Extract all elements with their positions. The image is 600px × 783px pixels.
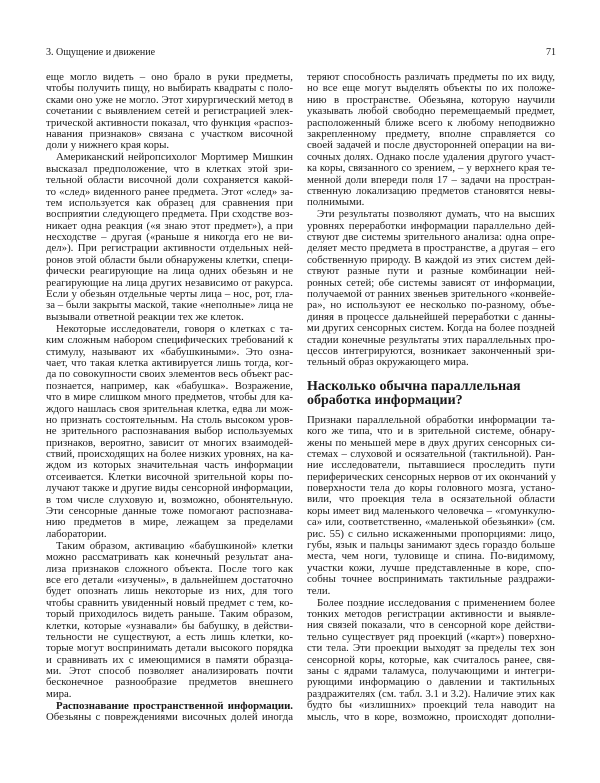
text-line: расположенный ближе всего к любому неподвижно [307,116,555,129]
text-line: ронов этой области были обнаружены клетки, специ- [46,253,293,266]
text-line: цессов интегрируются, возникает законченный зри- [307,344,555,357]
text-line: менной доли впереди поля 17 – задачи на простран- [307,173,555,186]
text-line: ронных сетей; обе системы зависят от информации, [307,276,555,289]
text-line: не зрительного распознавания выбор используемых [46,425,293,438]
text-line: реагирующие на лица других независимо от ракурса. [46,276,293,289]
text-line: рующими информацию о давлении и тактильных [307,676,555,689]
text-line: чтобы сравнить увиденный новый предмет с тем, ко- [46,596,293,609]
text-line: Эти результаты позволяют думать, что на высших [317,208,555,221]
text-line: стемах – слуховой и осязательной (тактильной). Ран- [307,447,555,460]
text-line: собственную природу. В каждой из этих систем дей- [307,253,555,266]
text-line: торый приходилось видеть раньше. Таким образом, [46,608,293,621]
text-line: навания признаков» связана с участком височной [46,127,293,140]
text-line: сками оно уже не могло. Этот хирургический метод в [46,93,293,106]
text-line: ра», но используют ее несколько по-разному, объе- [307,299,555,312]
text-line: Если у обезьян отдельные черты лица – нос, рот, гла- [46,288,293,301]
text-line: доли у нижнего края коры. [46,139,170,152]
text-line: поверхности тела до коры головного мозга, устано- [307,482,555,495]
run-in-subheading: Распознавание пространственной информации. [56,699,293,712]
text-line: нию предметов в мире, лежащем за пределами [46,516,293,529]
text-line: са» или, соответственно, «маленькой обезьянки» (см. [307,516,555,529]
text-line: коры имеет вид маленького человечка – «гомункулю- [307,504,555,517]
text-line: все его детали «изучены», в дальнейшем достаточно [46,573,293,586]
text-line: ми. Этот способ позволяет анализировать почти [46,665,293,678]
text-line: сти тела. Эти проекции выходят за пределы тех зон [307,642,555,655]
text-line: мира. [46,687,72,700]
text-line: заны с ядрами таламуса, получающими и интегри- [307,664,555,677]
right-text-column [307,72,555,723]
paragraph [307,598,555,723]
text-line: Таким образом, активацию «бабушкиной» клетки [56,539,293,552]
text-line: познается, например, как «бабушка». Возражение, [46,379,293,392]
text-line: но все еще могут выделять объекты по их положе- [307,82,555,95]
text-line: получаемой от ранних звеньев зрительного «конвейе- [307,288,555,301]
text-line: несходстве – другая («раньше я никогда его не ви- [46,231,293,244]
page-number: 71 [546,47,556,58]
text-line: ствий, происходящих на более низких уровнях, на ка- [46,448,294,461]
text-line: ждого нашлась своя зрительная клетка, едва ли мож- [46,402,293,415]
text-line: ствуют две системы зрительного анализа: одна опре- [307,231,555,244]
text-line: ми других сенсорных систем. Когда на более поздней [307,322,555,335]
running-head-section-title: 3. Ощущение и движение [46,47,156,58]
text-line: вили, что проекция тела в осязательной области [307,493,555,506]
paragraph [46,152,293,323]
text-line: сенсорной коры, которые, как считалось ранее, свя- [307,653,555,666]
text-line: за – были закрыты маской, такие «неполные» лица не [46,299,294,312]
text-line: признаков, вероятно, зависит от многих взаимодей- [46,436,293,449]
paragraph [46,701,293,724]
text-line: собны точнее воспринимать тактильные раздражи- [307,573,555,586]
text-line: Признаки параллельной обработки информации та- [307,413,555,426]
text-line: тели. [307,584,331,597]
text-line: клетки, которые «узнавали» бы бабушку, в действи- [46,619,293,632]
text-line: лиза признаков сложного объекта. После того как [46,562,293,575]
text-line: сочных долях. Однако после удаления другого участ- [307,150,555,163]
text-line: стадии конечные результаты этих параллельных про- [307,333,555,346]
text-line: и сравнивать их с имеющимися в памяти образца- [46,653,293,666]
text-line: лаборатории. [46,527,107,540]
text-line: ким сложным набором специфических требований к [46,334,293,347]
text-line: тельно существует ряд проекций («карт») поверхно- [307,630,555,643]
paragraph [46,324,293,540]
text-line: отсеивается. Клетки височной зрительной коры по- [46,470,293,483]
text-line: кого же типа, что и в зрительной системе, обнару- [307,425,555,438]
text-line: теряют способность различать предметы по их виду, [307,71,555,83]
paragraph [307,72,555,209]
text-line: тельности не существуют, а есть лишь клетки, ко- [46,630,293,643]
text-line: ка коры, связанного со зрением, – у верхнего края те- [307,162,555,175]
text-line: торые могут воспринимать детали высокого порядка [46,642,293,655]
text-line: фически реагирующие на лица одних обезьян и не [46,265,293,278]
text-line: уровнях переработки информации параллельно дей- [307,219,555,232]
paragraph [307,209,555,368]
text-line: тельный образ окружающего мира. [307,356,469,369]
text-line: тонких методов регистрации активности и выявле- [307,607,555,620]
text-line: что в мире слишком много предметов, чтобы для ка- [46,391,293,404]
text-line: высказал предположение, что в клетках этой зри- [46,162,293,175]
text-line: участки кожи, лучше представленные в коре, спо- [307,561,555,574]
text-line: Эти сенсорные данные тоже помогают распознава- [46,505,293,518]
paragraph [46,541,293,700]
text-line: ствуют разные пути и разные комбинации ней- [307,265,555,278]
text-line: раздражителях (см. табл. 3.1 и 3.2). Наличие этих как [307,687,555,700]
text-line: в том числе слуховую и, возможно, обонятельную. [46,493,293,506]
text-line: места, чем ноги, туловище и спина. По-видимому, [307,550,555,563]
heading-line: обработка информации? [307,393,463,409]
text-line: полнимыми. [307,196,365,209]
text-line: чтобы получить пищу, но выбирать квадраты с поло- [46,82,293,95]
section-heading [307,380,555,409]
text-line: но признать состоятельным. На столь высоком уров- [46,413,293,426]
text-line: своей задачей и после двусторонней операции на ви- [307,139,555,152]
text-line: указывать любой свободно перемещаемый предмет, [307,105,555,118]
text-line: рис. 55) с сильно искаженными пропорциями: лицо, [307,527,555,540]
text-line: Американский нейропсихолог Мортимер Мишкин [56,151,293,164]
text-line: восприятии следующего предмета. При сходстве воз- [46,208,293,221]
left-text-column [46,72,293,724]
text-line: ждом из которых значительная часть информации [46,459,293,472]
text-line: вызывали ответной реакции тех же клеток. [46,310,244,323]
text-line: трической активности показал, что функция «распоз- [46,116,293,129]
text-line: можно рассматривать как конечный результат ана- [46,551,293,564]
text-line: нию в пространстве. Обезьяна, которую научили [307,93,555,106]
text-line: бесконечное разнообразие предметов внешнего [46,676,293,689]
text-line: да по совокупности своих элементов весь объект рас- [46,368,293,381]
text-line: никает одна реакция («я знаю этот предмет»), а при [46,219,293,232]
text-line: еще могло видеть – оно брало в руки предметы, [46,71,293,83]
text-line: жены по меньшей мере в двух других сенсорных си- [307,436,555,449]
text-line: дел»). При регистрации активности отдельных ней- [46,242,293,255]
text-line: лучают также и другие виды сенсорной информации, [46,482,293,495]
text-line: ственную локализацию предметов становятся невы- [307,184,555,197]
text-line: губы, язык и пальцы занимают здесь гораздо больше [307,539,555,552]
text-line: ние исследователи, пытавшиеся проследить пути [307,459,555,472]
text-line: тельной области височной доли сохраняется какой- [46,174,293,187]
text-line: Некоторые исследователи, говоря о клетках с та- [56,322,293,335]
text-line: мысль, что в коре, возможно, происходят дополни- [307,710,555,723]
text-line: будто бы «излишних» проекций тела наводит на [307,699,555,712]
text-line: периферических сенсорных нервов от их окончаний у [307,470,556,483]
text-line: закрепленному предмету, вполне справляется со [307,127,555,140]
heading-line: Насколько обычна параллельная [307,378,521,394]
text-line: будет опознать лишь некоторые из них, для того [46,585,293,598]
text-line: деляет место предмета в пространстве, а другая – его [307,242,555,255]
text-line: стимулу, называют их «бабушкиными». Это озна- [46,345,293,358]
text-line: Более поздние исследования с применением более [317,596,555,609]
paragraph [46,72,293,152]
text-line: диняя в процессе дальнейшей переработки с данны- [307,310,555,323]
text-line: Обезьяны с повреждениями височных долей иногда [46,711,293,724]
text-line: сочетании с выявлением сетей и регистрацией элек- [46,105,293,118]
text-line: чает, что такая клетка активируется лишь тогда, ког- [46,356,293,369]
text-line: ния связей показали, что в сенсорной коре действи- [307,619,555,632]
text-line: то «след» виденного ранее предмета. Этот «след» за- [46,185,293,198]
paragraph [307,415,555,597]
text-line: тем используется как образец для сравнения при [46,196,293,209]
